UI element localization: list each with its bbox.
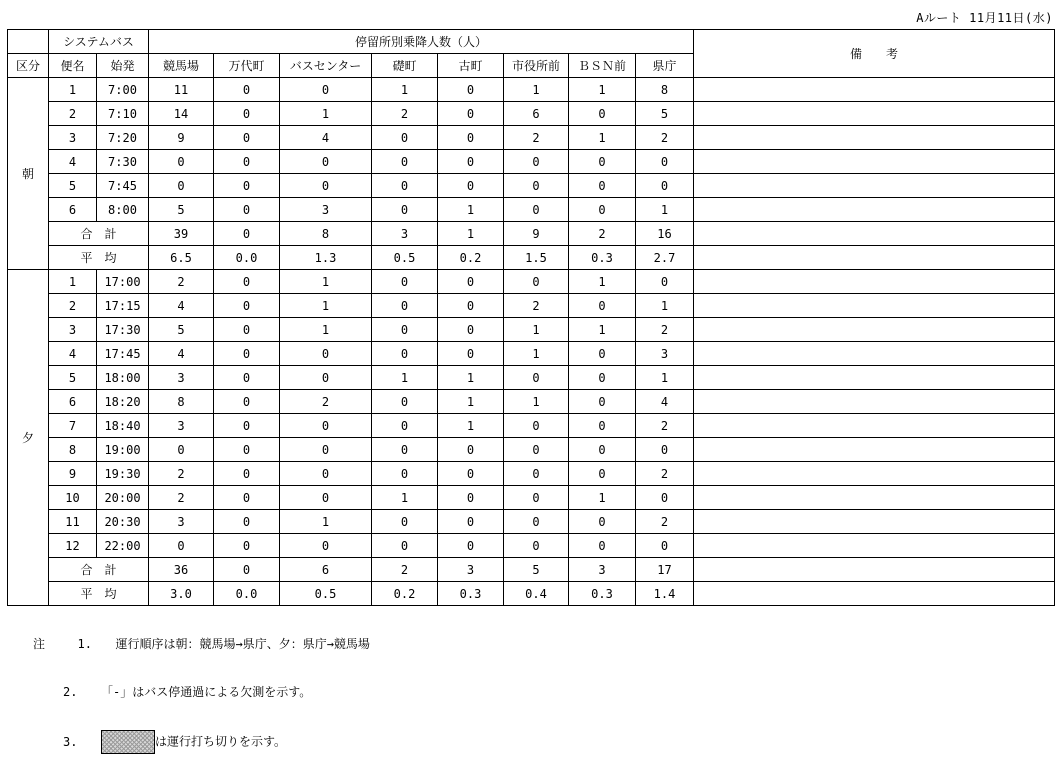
ridership-value-cell: 0 [438,150,504,174]
table-row [8,150,1055,174]
remarks-cell [694,438,1055,462]
ridership-value-cell: 0 [280,438,372,462]
header-stops-title: 停留所別乗降人数（人） [149,30,694,54]
table-row [8,534,1055,558]
ridership-value-cell: 0 [372,318,438,342]
note-1 [33,635,370,652]
ridership-value-cell: 2 [149,486,214,510]
ridership-value-cell: 0 [372,174,438,198]
ridership-value-cell: 0 [280,342,372,366]
section-label: 夕 [8,270,49,606]
ridership-value-cell: 4 [149,342,214,366]
ridership-value-cell: 8 [636,78,694,102]
ridership-value-cell: 2 [504,294,569,318]
ridership-value-cell: 0 [504,510,569,534]
departure-time-cell: 7:10 [97,102,149,126]
header-stop-4: 古町 [438,54,504,78]
ridership-value-cell: 0 [569,462,636,486]
ridership-value-cell: 0 [372,390,438,414]
ridership-table [7,29,1055,606]
note-3-text: は運行打ち切りを示す。 [155,734,287,749]
ridership-value-cell: 0 [438,126,504,150]
ridership-value-cell: 14 [149,102,214,126]
ridership-value-cell: 5 [636,102,694,126]
remarks-cell [694,102,1055,126]
table-row [8,414,1055,438]
ridership-value-cell: 0 [504,150,569,174]
average-row-value-cell: 0.3 [569,582,636,606]
ridership-value-cell: 1 [504,318,569,342]
remarks-cell [694,318,1055,342]
table-row [8,198,1055,222]
ridership-value-cell: 0 [504,534,569,558]
bus-number-cell: 4 [49,342,97,366]
total-row-value-cell: 0 [214,222,280,246]
remarks-cell [694,222,1055,246]
total-row-value-cell: 1 [438,222,504,246]
ridership-value-cell: 0 [438,438,504,462]
ridership-value-cell: 1 [504,78,569,102]
ridership-value-cell: 11 [149,78,214,102]
remarks-cell [694,198,1055,222]
average-row-value-cell: 0.0 [214,582,280,606]
ridership-value-cell: 0 [372,198,438,222]
ridership-value-cell: 0 [636,438,694,462]
bus-number-cell: 5 [49,366,97,390]
bus-number-cell: 7 [49,414,97,438]
average-row-value-cell: 1.3 [280,246,372,270]
ridership-value-cell: 2 [636,414,694,438]
ridership-value-cell: 0 [438,486,504,510]
ridership-value-cell: 0 [438,462,504,486]
ridership-value-cell: 0 [569,198,636,222]
remarks-cell [694,366,1055,390]
bus-number-cell: 5 [49,174,97,198]
bus-number-cell: 3 [49,318,97,342]
ridership-value-cell: 2 [636,318,694,342]
ridership-value-cell: 1 [504,390,569,414]
remarks-cell [694,294,1055,318]
table-row [8,174,1055,198]
ridership-value-cell: 0 [372,414,438,438]
table-row [8,126,1055,150]
ridership-value-cell: 3 [149,366,214,390]
ridership-value-cell: 0 [504,486,569,510]
header-kubun: 区分 [8,54,49,78]
total-row-value-cell: 36 [149,558,214,582]
ridership-value-cell: 0 [569,390,636,414]
bus-number-cell: 2 [49,102,97,126]
ridership-value-cell: 1 [280,102,372,126]
average-row [8,246,1055,270]
ridership-value-cell: 1 [280,318,372,342]
remarks-cell [694,246,1055,270]
table-row [8,510,1055,534]
ridership-value-cell: 0 [214,342,280,366]
total-row-value-cell: 9 [504,222,569,246]
ridership-value-cell: 0 [569,102,636,126]
table-row [8,342,1055,366]
ridership-value-cell: 1 [569,270,636,294]
departure-time-cell: 17:15 [97,294,149,318]
average-row-value-cell: 0.2 [372,582,438,606]
table-row [8,294,1055,318]
ridership-value-cell: 0 [372,150,438,174]
remarks-cell [694,390,1055,414]
remarks-cell [694,270,1055,294]
bus-number-cell: 6 [49,198,97,222]
ridership-value-cell: 0 [636,174,694,198]
ridership-value-cell: 0 [504,174,569,198]
ridership-value-cell: 0 [214,78,280,102]
ridership-value-cell: 1 [372,486,438,510]
ridership-value-cell: 0 [372,126,438,150]
route-date-header: Aルート 11月11日(水) [916,11,1053,25]
average-row-value-cell: 6.5 [149,246,214,270]
ridership-value-cell: 0 [504,198,569,222]
table-row [8,102,1055,126]
ridership-value-cell: 0 [149,438,214,462]
ridership-value-cell: 1 [569,318,636,342]
ridership-value-cell: 3 [280,198,372,222]
ridership-value-cell: 0 [438,270,504,294]
ridership-value-cell: 0 [438,510,504,534]
ridership-value-cell: 9 [149,126,214,150]
ridership-value-cell: 0 [372,342,438,366]
note-1-text: 運行順序は朝：競馬場→県庁、夕：県庁→競馬場 [115,637,370,651]
table-row [8,486,1055,510]
ridership-value-cell: 0 [280,414,372,438]
ridership-value-cell: 0 [636,486,694,510]
ridership-value-cell: 0 [438,174,504,198]
ridership-value-cell: 0 [214,462,280,486]
ridership-value-cell: 5 [149,318,214,342]
remarks-cell [694,342,1055,366]
departure-time-cell: 19:00 [97,438,149,462]
ridership-value-cell: 0 [280,462,372,486]
total-row-value-cell: 2 [372,558,438,582]
table-row [8,462,1055,486]
ridership-value-cell: 0 [214,102,280,126]
departure-time-cell: 20:00 [97,486,149,510]
total-row-value-cell: 0 [214,558,280,582]
departure-time-cell: 7:45 [97,174,149,198]
ridership-value-cell: 0 [280,486,372,510]
ridership-value-cell: 0 [438,78,504,102]
ridership-value-cell: 3 [636,342,694,366]
ridership-value-cell: 2 [636,462,694,486]
ridership-value-cell: 4 [280,126,372,150]
total-row-value-cell: 8 [280,222,372,246]
ridership-value-cell: 0 [636,270,694,294]
ridership-value-cell: 1 [636,198,694,222]
ridership-value-cell: 2 [149,462,214,486]
ridership-value-cell: 0 [214,294,280,318]
average-row-value-cell: 0.5 [280,582,372,606]
ridership-value-cell: 0 [214,126,280,150]
ridership-value-cell: 0 [569,414,636,438]
table-row [8,438,1055,462]
departure-time-cell: 8:00 [97,198,149,222]
ridership-value-cell: 0 [569,294,636,318]
ridership-value-cell: 0 [214,366,280,390]
average-row-value-cell: 0.3 [438,582,504,606]
ridership-value-cell: 0 [214,414,280,438]
ridership-value-cell: 0 [372,462,438,486]
bus-number-cell: 6 [49,390,97,414]
bus-number-cell: 3 [49,126,97,150]
header-stop-0: 競馬場 [149,54,214,78]
average-row-value-cell: 3.0 [149,582,214,606]
ridership-value-cell: 2 [372,102,438,126]
ridership-value-cell: 1 [438,198,504,222]
ridership-value-cell: 1 [569,486,636,510]
total-row-value-cell: 39 [149,222,214,246]
ridership-value-cell: 0 [569,342,636,366]
note-3 [63,730,286,754]
departure-time-cell: 17:45 [97,342,149,366]
ridership-value-cell: 0 [569,174,636,198]
ridership-value-cell: 1 [504,342,569,366]
ridership-value-cell: 0 [214,318,280,342]
header-stop-7: 県庁 [636,54,694,78]
ridership-value-cell: 0 [504,462,569,486]
ridership-value-cell: 3 [149,510,214,534]
ridership-value-cell: 0 [504,414,569,438]
ridership-value-cell: 1 [438,414,504,438]
ridership-value-cell: 0 [504,270,569,294]
ridership-value-cell: 0 [214,270,280,294]
average-row-value-cell: 2.7 [636,246,694,270]
ridership-value-cell: 1 [280,270,372,294]
header-binmei: 便名 [49,54,97,78]
ridership-value-cell: 1 [569,78,636,102]
ridership-value-cell: 0 [280,150,372,174]
average-row-value-cell: 1.5 [504,246,569,270]
total-row-value-cell: 5 [504,558,569,582]
total-row-value-cell: 3 [438,558,504,582]
ridership-value-cell: 0 [438,318,504,342]
remarks-cell [694,558,1055,582]
header-remarks: 備 考 [694,30,1055,78]
header-stop-5: 市役所前 [504,54,569,78]
total-row [8,222,1055,246]
ridership-value-cell: 0 [214,438,280,462]
note-2-text: 「-」はバス停通過による欠測を示す。 [101,685,312,699]
ridership-value-cell: 0 [504,438,569,462]
remarks-cell [694,126,1055,150]
ridership-value-cell: 0 [569,534,636,558]
ridership-value-cell: 1 [636,366,694,390]
table-row [8,318,1055,342]
header-stop-6: ＢＳＮ前 [569,54,636,78]
remarks-cell [694,174,1055,198]
ridership-value-cell: 1 [372,78,438,102]
average-row-label: 平 均 [49,582,149,606]
note-prefix: 注 [33,637,46,651]
header-blank-cell [8,30,49,54]
ridership-value-cell: 0 [438,294,504,318]
ridership-value-cell: 0 [149,174,214,198]
ridership-value-cell: 0 [372,510,438,534]
table-row [8,78,1055,102]
average-row-value-cell: 0.2 [438,246,504,270]
bus-number-cell: 1 [49,78,97,102]
ridership-value-cell: 0 [214,198,280,222]
bus-number-cell: 4 [49,150,97,174]
table-row [8,366,1055,390]
total-row-value-cell: 3 [372,222,438,246]
note-3-number: 3. [63,734,78,749]
total-row-label: 合 計 [49,222,149,246]
ridership-value-cell: 0 [280,174,372,198]
bus-number-cell: 11 [49,510,97,534]
departure-time-cell: 18:40 [97,414,149,438]
ridership-value-cell: 4 [149,294,214,318]
header-stop-1: 万代町 [214,54,280,78]
remarks-cell [694,510,1055,534]
ridership-value-cell: 0 [214,150,280,174]
ridership-value-cell: 0 [214,174,280,198]
header-shihatsu: 始発 [97,54,149,78]
remarks-cell [694,462,1055,486]
header-system-bus: システムバス [49,30,149,54]
ridership-value-cell: 0 [504,366,569,390]
ridership-value-cell: 2 [504,126,569,150]
table-row [8,390,1055,414]
table-row [8,270,1055,294]
departure-time-cell: 17:00 [97,270,149,294]
ridership-value-cell: 0 [372,438,438,462]
ridership-value-cell: 0 [636,150,694,174]
departure-time-cell: 7:30 [97,150,149,174]
average-row [8,582,1055,606]
average-row-label: 平 均 [49,246,149,270]
departure-time-cell: 19:30 [97,462,149,486]
ridership-value-cell: 1 [636,294,694,318]
total-row [8,558,1055,582]
bus-number-cell: 12 [49,534,97,558]
total-row-value-cell: 2 [569,222,636,246]
ridership-value-cell: 1 [438,366,504,390]
ridership-value-cell: 0 [569,510,636,534]
average-row-value-cell: 0.5 [372,246,438,270]
total-row-label: 合 計 [49,558,149,582]
departure-time-cell: 7:20 [97,126,149,150]
ridership-value-cell: 0 [569,150,636,174]
bus-number-cell: 8 [49,438,97,462]
ridership-value-cell: 0 [438,534,504,558]
departure-time-cell: 17:30 [97,318,149,342]
note-1-number: 1. [77,637,92,651]
ridership-value-cell: 8 [149,390,214,414]
ridership-value-cell: 0 [438,342,504,366]
total-row-value-cell: 16 [636,222,694,246]
ridership-value-cell: 0 [214,486,280,510]
total-row-value-cell: 6 [280,558,372,582]
hatched-swatch-icon [101,730,155,754]
note-2-number: 2. [63,685,78,699]
ridership-value-cell: 5 [149,198,214,222]
ridership-value-cell: 0 [569,438,636,462]
ridership-value-cell: 4 [636,390,694,414]
ridership-value-cell: 0 [214,534,280,558]
departure-time-cell: 22:00 [97,534,149,558]
departure-time-cell: 18:20 [97,390,149,414]
total-row-value-cell: 17 [636,558,694,582]
departure-time-cell: 20:30 [97,510,149,534]
average-row-value-cell: 0.3 [569,246,636,270]
ridership-value-cell: 0 [280,78,372,102]
ridership-value-cell: 0 [280,534,372,558]
ridership-value-cell: 0 [149,150,214,174]
section-label: 朝 [8,78,49,270]
ridership-value-cell: 2 [280,390,372,414]
remarks-cell [694,534,1055,558]
bus-number-cell: 9 [49,462,97,486]
ridership-value-cell: 1 [280,294,372,318]
remarks-cell [694,414,1055,438]
bus-number-cell: 10 [49,486,97,510]
ridership-value-cell: 2 [149,270,214,294]
ridership-value-cell: 0 [372,294,438,318]
departure-time-cell: 18:00 [97,366,149,390]
header-stop-2: バスセンター [280,54,372,78]
ridership-value-cell: 0 [149,534,214,558]
note-2 [63,683,311,700]
ridership-value-cell: 0 [280,366,372,390]
ridership-value-cell: 0 [214,510,280,534]
remarks-cell [694,78,1055,102]
ridership-value-cell: 1 [280,510,372,534]
ridership-value-cell: 1 [569,126,636,150]
ridership-value-cell: 0 [569,366,636,390]
ridership-value-cell: 1 [438,390,504,414]
remarks-cell [694,582,1055,606]
ridership-value-cell: 0 [438,102,504,126]
average-row-value-cell: 0.4 [504,582,569,606]
average-row-value-cell: 0.0 [214,246,280,270]
ridership-value-cell: 1 [372,366,438,390]
header-stop-3: 礎町 [372,54,438,78]
ridership-value-cell: 0 [214,390,280,414]
ridership-value-cell: 6 [504,102,569,126]
bus-number-cell: 1 [49,270,97,294]
bus-number-cell: 2 [49,294,97,318]
remarks-cell [694,150,1055,174]
ridership-value-cell: 2 [636,126,694,150]
remarks-cell [694,486,1055,510]
departure-time-cell: 7:00 [97,78,149,102]
ridership-value-cell: 0 [372,534,438,558]
ridership-value-cell: 3 [149,414,214,438]
ridership-value-cell: 0 [636,534,694,558]
average-row-value-cell: 1.4 [636,582,694,606]
ridership-value-cell: 2 [636,510,694,534]
ridership-value-cell: 0 [372,270,438,294]
total-row-value-cell: 3 [569,558,636,582]
